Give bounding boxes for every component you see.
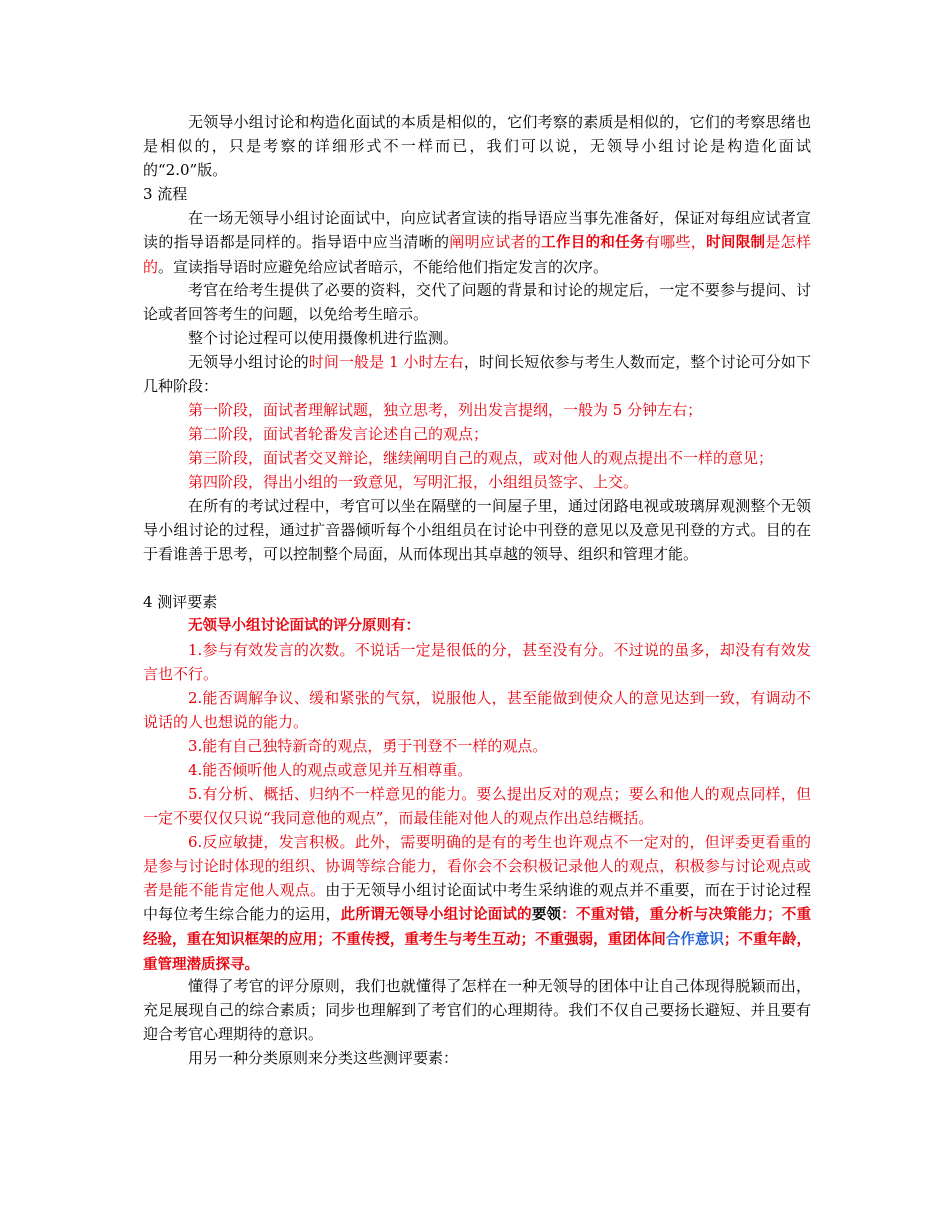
- highlight-run: 时间一般是 1 小时左右: [308, 353, 464, 371]
- principle-title: 无领导小组讨论面试的评分原则有：: [188, 618, 420, 634]
- conclusion-paragraph: 懂得了考官的评分原则，我们也就懂得了怎样在一种无领导的团体中让自己体现得脱颖而出，充足展现自己的综合素质；同步也理解到了考官们的心理期待。我们不仅自己要扬长避短、并且要有迎合考官心理期待的意识。: [143, 977, 811, 1043]
- highlight-bold-run: 工作目的和任务: [541, 235, 645, 251]
- bold-run: 要领: [531, 907, 562, 923]
- principle-item-6: [143, 830, 811, 977]
- stage-item: 第四阶段，得出小组的一致意见，写明汇报，小组组员签字、上交。: [188, 473, 639, 491]
- duration-paragraph: [143, 350, 811, 398]
- highlight-bold-run: 时间限制: [706, 235, 766, 251]
- stage-item: 第二阶段，面试者轮番发言论述自己的观点；: [188, 425, 489, 443]
- principle-item: 1.参与有效发言的次数。不说话一定是很低的分，甚至没有分。不过说的虽多，却没有有效发言也不行。: [143, 641, 811, 683]
- section-3-heading: 3 流程: [143, 185, 188, 203]
- stage-item: 第三阶段，面试者交叉辩论，继续阐明自己的观点，或对他人的观点提出不一样的意见；: [188, 449, 774, 467]
- observation-paragraph: 在所有的考试过程中，考官可以坐在隔壁的一间屋子里，通过闭路电视或玻璃屏观测整个无领导小组讨论的过程，通过扩音器倾听每个小组组员在讨论中刊登的意见以及意见刊登的方式。目的在于看谁善于思考，可以控制整个局面，从而体现出其卓越的领导、组织和管理才能。: [143, 497, 811, 563]
- text-run: 。宣读指导语时应避免给应试者暗示，不能给他们指定发言的次序。: [158, 258, 609, 276]
- principle-item: 3.能有自己独特新奇的观点，勇于刊登不一样的观点。: [188, 737, 548, 755]
- principle-item: 5.有分析、概括、归纳不一样意见的能力。要么提出反对的观点；要么和他人的观点同样，但一定不要仅仅只说“我同意他的观点”，而最佳能对他人的观点作出总结概括。: [143, 785, 811, 827]
- text-run: 在一场无领导小组讨论面试中，向应试者宣读的指导语应当事先准备好，保证对每组应试者宣读的指导语都是同样的。指导语中应当清晰的: [143, 209, 811, 251]
- highlight-run: 是怎样的: [143, 233, 811, 276]
- highlight-run: 6.反应敏捷，发言积极。此外，需要明确的是有的考生也许观点不一定对的，但评委更看重的是参与讨论时体现的组织、协调等综合能力，看你会不会积极记录他人的观点，积极参与讨论观点或者是能不能肯定他人观点。: [143, 833, 811, 899]
- intro-paragraph: 无领导小组讨论和构造化面试的本质是相似的，它们考察的素质是相似的，它们的考察思绪也是相似的，只是考察的详细形式不一样而已，我们可以说，无领导小组讨论是构造化面试的“2.0”版。: [143, 113, 811, 179]
- highlight-bold-run: 此所谓无领导小组讨论面试的: [340, 907, 532, 923]
- text-run: 由于无领导小组讨论面试中考生采纳谁的观点并不重要，而在于讨论过程中每位考生综合能力的运用，: [143, 881, 811, 923]
- classification-paragraph: 用另一种分类原则来分类这些测评要素：: [188, 1049, 459, 1067]
- blue-bold-run: 合作意识: [665, 932, 724, 948]
- camera-paragraph: 整个讨论过程可以使用摄像机进行监测。: [188, 329, 459, 347]
- highlight-run: 阐明应试者的: [449, 233, 542, 251]
- text-run: 无领导小组讨论的: [188, 353, 309, 371]
- stage-item: 第一阶段，面试者理解试题，独立思考，列出发言提纲，一般为 5 分钟左右；: [188, 401, 703, 419]
- principle-item: 2.能否调解争议、缓和紧张的气氛，说服他人，甚至能做到使众人的意见达到一致，有调动不说话的人也想说的能力。: [143, 689, 811, 731]
- highlight-bold-run: ；不重年龄，重管理潜质探寻。: [143, 932, 812, 973]
- highlight-run: 有哪些，: [644, 233, 707, 251]
- text-run: ，时间长短依参与考生人数而定，整个讨论可分如下几种阶段：: [143, 353, 811, 395]
- principle-item: 4.能否倾听他人的观点或意见并互相尊重。: [188, 761, 473, 779]
- examiner-paragraph: 考官在给考生提供了必要的资料，交代了问题的背景和讨论的规定后，一定不要参与提问、讨论或者回答考生的问题，以免给考生暗示。: [143, 281, 811, 323]
- instruction-paragraph: [143, 206, 811, 279]
- section-4-heading: 4 测评要素: [143, 593, 218, 611]
- highlight-bold-run: ：不重对错，重分析与决策能力；不重经验，重在知识框架的应用；不重传授，重考生与考生互动；不重强弱，重团体间: [143, 907, 812, 948]
